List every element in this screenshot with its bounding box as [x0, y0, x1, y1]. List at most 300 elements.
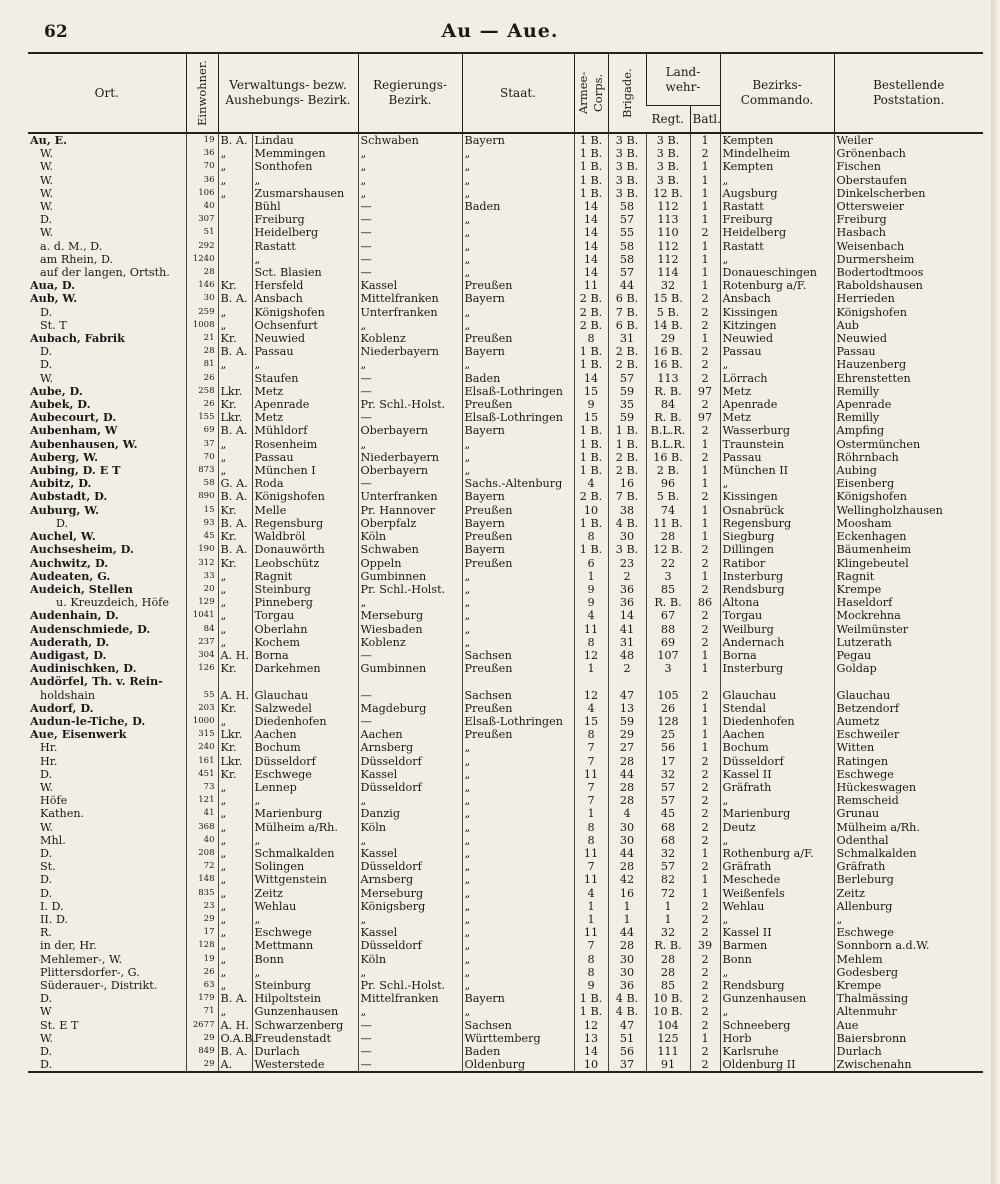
place-name: Mhl.	[40, 833, 66, 847]
cell-ort	[28, 953, 186, 966]
cell-regierungsbezirk: Köln	[358, 953, 462, 966]
cell-staat: „	[462, 253, 574, 266]
cell-regiment: 5 B.	[646, 490, 690, 503]
cell-regiment: 114	[646, 266, 690, 279]
cell-einwohner: 29	[186, 1058, 218, 1072]
cell-verwaltung-bezirk: Rastatt	[252, 240, 358, 253]
cell-armeecorps: 8	[574, 728, 608, 741]
cell-regiment: 72	[646, 887, 690, 900]
cell-ort	[28, 1032, 186, 1045]
cell-brigade: 30	[608, 966, 646, 979]
header-bezirkskommando: Bezirks- Commando.	[720, 53, 834, 133]
cell-verwaltung-bezirk: Heidelberg	[252, 226, 358, 239]
cell-bataillon: 2	[690, 1058, 720, 1072]
cell-verwaltung-art: „	[218, 913, 252, 926]
cell-staat: Elsaß-Lothringen	[462, 715, 574, 728]
table-row	[28, 345, 983, 358]
cell-regierungsbezirk: Düsseldorf	[358, 781, 462, 794]
cell-brigade: 4 B.	[608, 1005, 646, 1018]
cell-verwaltung-bezirk: München I	[252, 464, 358, 477]
table-row	[28, 279, 983, 292]
cell-brigade: 44	[608, 768, 646, 781]
cell-einwohner: 72	[186, 860, 218, 873]
cell-verwaltung-bezirk: Wehlau	[252, 900, 358, 913]
cell-bataillon	[690, 675, 720, 688]
cell-regiment: 57	[646, 860, 690, 873]
cell-armeecorps: 10	[574, 504, 608, 517]
cell-brigade: 44	[608, 926, 646, 939]
cell-regierungsbezirk: „	[358, 438, 462, 451]
cell-poststation: Röhrnbach	[834, 451, 983, 464]
cell-verwaltung-art: Kr.	[218, 279, 252, 292]
cell-verwaltung-art: Kr.	[218, 504, 252, 517]
cell-staat: „	[462, 583, 574, 596]
cell-regiment: 32	[646, 847, 690, 860]
cell-ort	[28, 306, 186, 319]
cell-brigade: 13	[608, 702, 646, 715]
cell-bezirkskommando: Altona	[720, 596, 834, 609]
cell-brigade: 30	[608, 530, 646, 543]
place-name: Auderath, D.	[30, 634, 110, 649]
cell-verwaltung-art	[218, 266, 252, 279]
cell-bataillon: 1	[690, 715, 720, 728]
cell-ort	[28, 133, 186, 147]
place-name: Plittersdorfer-, G.	[40, 965, 140, 979]
cell-brigade: 29	[608, 728, 646, 741]
cell-poststation: Königshofen	[834, 490, 983, 503]
cell-armeecorps: 14	[574, 253, 608, 266]
cell-regiment: 25	[646, 728, 690, 741]
cell-einwohner: 304	[186, 649, 218, 662]
table-row	[28, 847, 983, 860]
cell-armeecorps: 11	[574, 623, 608, 636]
cell-bezirkskommando: „	[720, 913, 834, 926]
table-row	[28, 226, 983, 239]
cell-armeecorps: 11	[574, 279, 608, 292]
cell-regiment: 12 B.	[646, 187, 690, 200]
cell-regiment: 29	[646, 332, 690, 345]
cell-armeecorps: 7	[574, 794, 608, 807]
table-row	[28, 1045, 983, 1058]
cell-einwohner: 40	[186, 834, 218, 847]
cell-brigade: 3 B.	[608, 187, 646, 200]
table-row	[28, 609, 983, 622]
cell-poststation: Aubing	[834, 464, 983, 477]
cell-bezirkskommando: Torgau	[720, 609, 834, 622]
cell-staat: „	[462, 834, 574, 847]
cell-einwohner: 1041	[186, 609, 218, 622]
cell-regiment: 68	[646, 821, 690, 834]
cell-staat	[462, 675, 574, 688]
cell-bataillon: 2	[690, 490, 720, 503]
cell-staat: „	[462, 860, 574, 873]
cell-regierungsbezirk: Aachen	[358, 728, 462, 741]
cell-regiment: 28	[646, 530, 690, 543]
cell-bezirkskommando: Rastatt	[720, 200, 834, 213]
place-name: Audun-le-Tiche, D.	[30, 713, 146, 728]
cell-bataillon: 2	[690, 358, 720, 371]
cell-verwaltung-art: B. A.	[218, 345, 252, 358]
cell-staat: „	[462, 953, 574, 966]
cell-brigade: 2 B.	[608, 451, 646, 464]
cell-poststation: Odenthal	[834, 834, 983, 847]
place-name: Audorf, D.	[30, 700, 94, 715]
cell-staat: „	[462, 768, 574, 781]
cell-verwaltung-art: B. A.	[218, 133, 252, 147]
cell-poststation: Glauchau	[834, 689, 983, 702]
cell-regiment: 17	[646, 755, 690, 768]
table-row	[28, 160, 983, 173]
cell-regiment: 88	[646, 623, 690, 636]
cell-bataillon: 2	[690, 966, 720, 979]
cell-einwohner: 20	[186, 583, 218, 596]
cell-armeecorps: 2 B.	[574, 319, 608, 332]
cell-staat: „	[462, 240, 574, 253]
cell-ort	[28, 160, 186, 173]
cell-armeecorps: 12	[574, 649, 608, 662]
cell-bezirkskommando: Weilburg	[720, 623, 834, 636]
cell-einwohner: 126	[186, 662, 218, 675]
cell-bataillon: 2	[690, 147, 720, 160]
cell-regiment: 74	[646, 504, 690, 517]
cell-regiment: 112	[646, 200, 690, 213]
cell-bezirkskommando: Andernach	[720, 636, 834, 649]
cell-bataillon: 2	[690, 1005, 720, 1018]
cell-bataillon: 1	[690, 464, 720, 477]
cell-brigade: 3 B.	[608, 174, 646, 187]
cell-poststation: Passau	[834, 345, 983, 358]
cell-ort	[28, 755, 186, 768]
cell-bezirkskommando: Aachen	[720, 728, 834, 741]
cell-bataillon: 2	[690, 623, 720, 636]
place-name: D.	[40, 345, 53, 359]
place-name: W.	[40, 173, 54, 187]
cell-bataillon: 2	[690, 609, 720, 622]
cell-ort	[28, 358, 186, 371]
cell-bezirkskommando: Schneeberg	[720, 1019, 834, 1032]
cell-verwaltung-bezirk: Bonn	[252, 953, 358, 966]
place-name: W.	[40, 371, 54, 385]
cell-einwohner: 70	[186, 451, 218, 464]
cell-brigade	[608, 675, 646, 688]
cell-bezirkskommando: Donaueschingen	[720, 266, 834, 279]
cell-bataillon: 2	[690, 768, 720, 781]
table-row	[28, 306, 983, 319]
cell-brigade: 6 B.	[608, 292, 646, 305]
cell-einwohner: 368	[186, 821, 218, 834]
cell-verwaltung-bezirk: Metz	[252, 385, 358, 398]
cell-regiment: 69	[646, 636, 690, 649]
cell-bezirkskommando: Neuwied	[720, 332, 834, 345]
cell-ort	[28, 781, 186, 794]
cell-bataillon: 1	[690, 873, 720, 886]
cell-poststation: Dinkelscherben	[834, 187, 983, 200]
cell-armeecorps: 4	[574, 609, 608, 622]
cell-poststation: Hückeswagen	[834, 781, 983, 794]
cell-bataillon: 1	[690, 266, 720, 279]
cell-bezirkskommando: Stendal	[720, 702, 834, 715]
cell-bataillon: 86	[690, 596, 720, 609]
cell-staat: „	[462, 226, 574, 239]
cell-regierungsbezirk: —	[358, 689, 462, 702]
cell-verwaltung-art: G. A.	[218, 477, 252, 490]
cell-regiment	[646, 675, 690, 688]
cell-verwaltung-bezirk: Bühl	[252, 200, 358, 213]
cell-regiment: 107	[646, 649, 690, 662]
cell-staat: Elsaß-Lothringen	[462, 411, 574, 424]
cell-verwaltung-art: A. H.	[218, 689, 252, 702]
cell-ort	[28, 583, 186, 596]
place-name: Auberg, W.	[30, 449, 98, 464]
cell-regierungsbezirk: —	[358, 213, 462, 226]
cell-einwohner: 258	[186, 385, 218, 398]
cell-poststation: Freiburg	[834, 213, 983, 226]
cell-poststation: Sonnborn a.d.W.	[834, 939, 983, 952]
cell-bezirkskommando: Horb	[720, 1032, 834, 1045]
cell-verwaltung-art: „	[218, 623, 252, 636]
cell-bataillon: 2	[690, 636, 720, 649]
cell-verwaltung-bezirk: Steinburg	[252, 583, 358, 596]
cell-ort	[28, 794, 186, 807]
cell-poststation: Betzendorf	[834, 702, 983, 715]
cell-bataillon: 97	[690, 385, 720, 398]
cell-brigade: 58	[608, 240, 646, 253]
cell-bezirkskommando: München II	[720, 464, 834, 477]
cell-bataillon: 39	[690, 939, 720, 952]
cell-brigade: 3 B.	[608, 147, 646, 160]
place-name: in der, Hr.	[40, 939, 97, 953]
cell-bezirkskommando: Kissingen	[720, 490, 834, 503]
cell-armeecorps: 1	[574, 807, 608, 820]
cell-regiment: 112	[646, 240, 690, 253]
cell-bataillon: 1	[690, 240, 720, 253]
cell-verwaltung-bezirk: Regensburg	[252, 517, 358, 530]
cell-armeecorps: 2 B.	[574, 292, 608, 305]
place-name: Hr.	[40, 754, 58, 768]
cell-bezirkskommando: Apenrade	[720, 398, 834, 411]
cell-bataillon: 1	[690, 662, 720, 675]
cell-einwohner: 21	[186, 332, 218, 345]
cell-regiment: 111	[646, 1045, 690, 1058]
cell-verwaltung-bezirk: Sct. Blasien	[252, 266, 358, 279]
cell-regiment: 105	[646, 689, 690, 702]
cell-einwohner: 148	[186, 873, 218, 886]
table-row	[28, 702, 983, 715]
cell-verwaltung-art: A. H.	[218, 649, 252, 662]
cell-armeecorps: 1 B.	[574, 992, 608, 1005]
cell-bezirkskommando: Rastatt	[720, 240, 834, 253]
cell-einwohner: 161	[186, 755, 218, 768]
cell-einwohner: 2677	[186, 1019, 218, 1032]
cell-regierungsbezirk: Pr. Hannover	[358, 504, 462, 517]
place-name: W.	[40, 160, 54, 174]
cell-regierungsbezirk: Kassel	[358, 926, 462, 939]
table-row	[28, 979, 983, 992]
cell-verwaltung-art	[218, 200, 252, 213]
cell-bezirkskommando: „	[720, 1005, 834, 1018]
place-name: St. E T	[40, 1018, 79, 1032]
place-name: Audigast, D.	[30, 647, 107, 662]
cell-bataillon: 1	[690, 530, 720, 543]
cell-verwaltung-art: B. A.	[218, 1045, 252, 1058]
cell-bataillon: 1	[690, 504, 720, 517]
table-row	[28, 741, 983, 754]
header-landwehr: Land- wehr-	[646, 53, 720, 106]
cell-verwaltung-art	[218, 240, 252, 253]
cell-bataillon: 1	[690, 847, 720, 860]
cell-armeecorps: 1 B.	[574, 160, 608, 173]
cell-bataillon: 1	[690, 187, 720, 200]
cell-einwohner: 208	[186, 847, 218, 860]
cell-regierungsbezirk: Koblenz	[358, 332, 462, 345]
table-row	[28, 319, 983, 332]
cell-regierungsbezirk: „	[358, 794, 462, 807]
place-name: Au, E.	[30, 133, 68, 147]
cell-brigade: 28	[608, 755, 646, 768]
cell-verwaltung-art: O.A.B.	[218, 1032, 252, 1045]
cell-bezirkskommando: Rendsburg	[720, 583, 834, 596]
cell-verwaltung-art: „	[218, 609, 252, 622]
cell-bataillon: 2	[690, 543, 720, 556]
cell-armeecorps: 8	[574, 953, 608, 966]
cell-verwaltung-bezirk: Ragnit	[252, 570, 358, 583]
cell-bataillon: 2	[690, 794, 720, 807]
cell-verwaltung-bezirk: Diedenhofen	[252, 715, 358, 728]
cell-staat: Preußen	[462, 662, 574, 675]
table-row	[28, 1058, 983, 1072]
cell-bezirkskommando: „	[720, 794, 834, 807]
cell-regiment: 56	[646, 741, 690, 754]
cell-staat: „	[462, 1005, 574, 1018]
cell-bataillon: 1	[690, 213, 720, 226]
cell-armeecorps: 8	[574, 834, 608, 847]
cell-regierungsbezirk: Pr. Schl.-Holst.	[358, 583, 462, 596]
cell-armeecorps: 8	[574, 636, 608, 649]
cell-regierungsbezirk: —	[358, 411, 462, 424]
cell-verwaltung-bezirk: Torgau	[252, 609, 358, 622]
cell-brigade: 2 B.	[608, 464, 646, 477]
cell-einwohner: 19	[186, 953, 218, 966]
cell-armeecorps: 4	[574, 702, 608, 715]
place-name: Audenhain, D.	[30, 608, 119, 623]
table-row	[28, 860, 983, 873]
cell-bataillon: 97	[690, 411, 720, 424]
place-name: II. D.	[40, 912, 69, 926]
cell-verwaltung-bezirk: Neuwied	[252, 332, 358, 345]
cell-staat: „	[462, 636, 574, 649]
table-row	[28, 675, 983, 688]
cell-brigade: 30	[608, 834, 646, 847]
cell-regiment: 3 B.	[646, 133, 690, 147]
cell-bezirkskommando: Kassel II	[720, 926, 834, 939]
cell-regiment: 22	[646, 557, 690, 570]
cell-staat: Preußen	[462, 279, 574, 292]
cell-brigade: 57	[608, 372, 646, 385]
cell-regiment: 28	[646, 966, 690, 979]
cell-poststation: Remilly	[834, 411, 983, 424]
cell-bezirkskommando: Insterburg	[720, 570, 834, 583]
cell-verwaltung-art: Kr.	[218, 662, 252, 675]
cell-brigade: 59	[608, 715, 646, 728]
cell-regierungsbezirk: Köln	[358, 821, 462, 834]
table-row	[28, 543, 983, 556]
cell-bataillon: 2	[690, 807, 720, 820]
table-row	[28, 926, 983, 939]
cell-einwohner: 315	[186, 728, 218, 741]
place-name: Audörfel, Th. v. Rein-	[30, 674, 163, 689]
cell-regierungsbezirk: —	[358, 200, 462, 213]
cell-armeecorps: 1 B.	[574, 464, 608, 477]
cell-bataillon: 2	[690, 292, 720, 305]
cell-verwaltung-art: „	[218, 358, 252, 371]
cell-einwohner: 15	[186, 504, 218, 517]
place-name: W	[40, 1005, 52, 1019]
cell-verwaltung-art: A. H.	[218, 1019, 252, 1032]
cell-verwaltung-art: „	[218, 438, 252, 451]
cell-bezirkskommando: Ansbach	[720, 292, 834, 305]
cell-staat: „	[462, 609, 574, 622]
cell-armeecorps: 1 B.	[574, 174, 608, 187]
cell-ort	[28, 504, 186, 517]
cell-staat: Sachsen	[462, 649, 574, 662]
cell-bezirkskommando: Kempten	[720, 133, 834, 147]
cell-einwohner: 129	[186, 596, 218, 609]
cell-bataillon: 1	[690, 741, 720, 754]
cell-regiment: 110	[646, 226, 690, 239]
cell-einwohner: 1240	[186, 253, 218, 266]
cell-bataillon: 2	[690, 345, 720, 358]
place-name: I. D.	[40, 899, 64, 913]
cell-einwohner: 26	[186, 372, 218, 385]
cell-ort	[28, 187, 186, 200]
cell-regiment: 2 B.	[646, 464, 690, 477]
table-row	[28, 385, 983, 398]
cell-poststation: Ehrenstetten	[834, 372, 983, 385]
cell-armeecorps: 1	[574, 913, 608, 926]
cell-armeecorps: 15	[574, 385, 608, 398]
cell-bataillon: 1	[690, 438, 720, 451]
cell-regiment: 32	[646, 279, 690, 292]
cell-verwaltung-bezirk: Eschwege	[252, 768, 358, 781]
cell-verwaltung-art: „	[218, 174, 252, 187]
cell-verwaltung-bezirk: Zeitz	[252, 887, 358, 900]
header-regt: Regt.	[646, 106, 690, 133]
cell-staat: „	[462, 160, 574, 173]
cell-ort	[28, 292, 186, 305]
table-row	[28, 411, 983, 424]
cell-brigade: 2	[608, 570, 646, 583]
cell-einwohner: 237	[186, 636, 218, 649]
cell-armeecorps: 1	[574, 900, 608, 913]
cell-einwohner: 28	[186, 345, 218, 358]
cell-regiment: 15 B.	[646, 292, 690, 305]
cell-ort	[28, 200, 186, 213]
cell-poststation: Schmalkalden	[834, 847, 983, 860]
cell-bezirkskommando: Borna	[720, 649, 834, 662]
cell-staat: Baden	[462, 200, 574, 213]
cell-brigade: 16	[608, 477, 646, 490]
table-row	[28, 1005, 983, 1018]
cell-poststation: Goldap	[834, 662, 983, 675]
cell-verwaltung-art: Kr.	[218, 557, 252, 570]
cell-einwohner: 30	[186, 292, 218, 305]
cell-armeecorps: 8	[574, 966, 608, 979]
cell-regierungsbezirk: Gumbinnen	[358, 570, 462, 583]
cell-staat: Baden	[462, 1045, 574, 1058]
cell-brigade: 47	[608, 1019, 646, 1032]
table-row	[28, 781, 983, 794]
cell-regierungsbezirk: „	[358, 1005, 462, 1018]
